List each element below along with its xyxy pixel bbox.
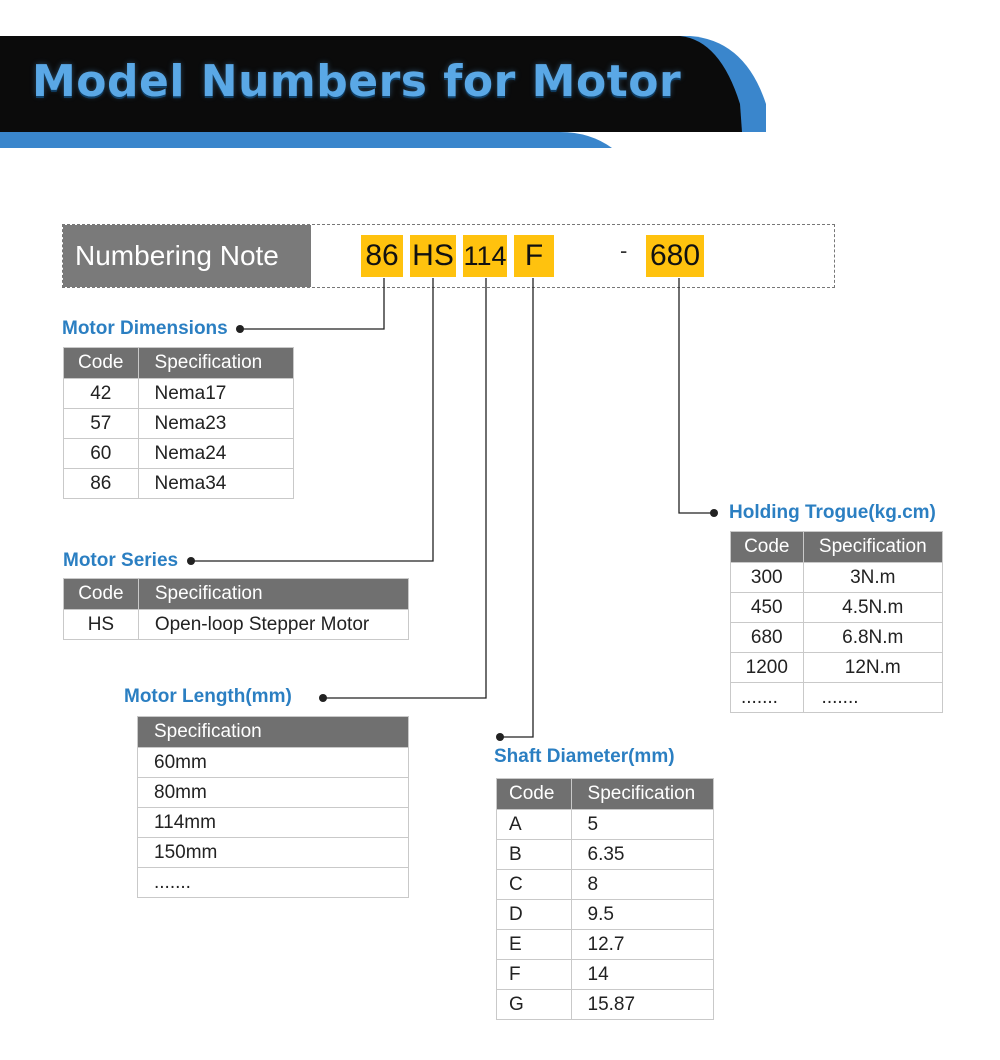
cell-code: 680 bbox=[731, 623, 804, 653]
motor-length-table bbox=[137, 716, 409, 898]
table-header-row bbox=[64, 348, 294, 379]
cell-spec: 60mm bbox=[138, 748, 409, 778]
code-separator: - bbox=[620, 238, 628, 263]
numbering-note-label: Numbering Note bbox=[63, 225, 311, 287]
code-torque: 680 bbox=[646, 235, 704, 277]
header-code: Code bbox=[64, 579, 139, 610]
cell-code: C bbox=[497, 870, 572, 900]
cell-spec: 12.7 bbox=[571, 930, 713, 960]
header-code: Code bbox=[64, 348, 139, 379]
motor-series-title: Motor Series bbox=[63, 550, 179, 571]
cell-code: 42 bbox=[64, 379, 139, 409]
cell-code: HS bbox=[64, 610, 139, 640]
cell-spec: 9.5 bbox=[571, 900, 713, 930]
table-row bbox=[731, 683, 943, 713]
cell-spec: 15.87 bbox=[571, 990, 713, 1020]
table-header-row bbox=[731, 532, 943, 563]
table-row bbox=[731, 653, 943, 683]
shaft-diameter-title: Shaft Diameter(mm) bbox=[494, 746, 675, 767]
code-shaft: F bbox=[514, 235, 554, 277]
shaft-diameter-table bbox=[496, 778, 714, 1020]
header-specification: Specification bbox=[803, 532, 942, 563]
table-row bbox=[731, 563, 943, 593]
table-row bbox=[497, 900, 714, 930]
table-row bbox=[497, 930, 714, 960]
cell-spec: ....... bbox=[138, 868, 409, 898]
cell-code: 86 bbox=[64, 469, 139, 499]
table-row bbox=[731, 623, 943, 653]
holding-torque-table bbox=[730, 531, 943, 713]
table-row bbox=[138, 868, 409, 898]
page-title: Model Numbers for Motor bbox=[32, 56, 682, 107]
table-row bbox=[64, 379, 294, 409]
motor-dimensions-table bbox=[63, 347, 294, 499]
table-row bbox=[497, 990, 714, 1020]
table-row bbox=[138, 778, 409, 808]
header-specification: Specification bbox=[571, 779, 713, 810]
motor-series-table bbox=[63, 578, 409, 640]
cell-spec: ....... bbox=[803, 683, 942, 713]
cell-spec: Nema23 bbox=[138, 409, 293, 439]
table-row bbox=[731, 593, 943, 623]
table-row bbox=[64, 409, 294, 439]
cell-spec: 8 bbox=[571, 870, 713, 900]
table-header-row bbox=[64, 579, 409, 610]
cell-code: F bbox=[497, 960, 572, 990]
table-row bbox=[497, 810, 714, 840]
table-row bbox=[64, 610, 409, 640]
cell-spec: 4.5N.m bbox=[803, 593, 942, 623]
table-row bbox=[497, 870, 714, 900]
header-code: Code bbox=[497, 779, 572, 810]
cell-spec: Nema17 bbox=[138, 379, 293, 409]
table-row bbox=[138, 838, 409, 868]
table-row bbox=[64, 469, 294, 499]
cell-code: 450 bbox=[731, 593, 804, 623]
table-row bbox=[64, 439, 294, 469]
cell-spec: 3N.m bbox=[803, 563, 942, 593]
cell-code: B bbox=[497, 840, 572, 870]
cell-spec: 80mm bbox=[138, 778, 409, 808]
cell-spec: 5 bbox=[571, 810, 713, 840]
cell-spec: Open-loop Stepper Motor bbox=[138, 610, 408, 640]
table-row bbox=[497, 960, 714, 990]
cell-spec: 14 bbox=[571, 960, 713, 990]
motor-length-title: Motor Length(mm) bbox=[124, 686, 292, 707]
cell-code: 57 bbox=[64, 409, 139, 439]
code-series: HS bbox=[410, 235, 456, 277]
code-length: 114 bbox=[463, 235, 507, 277]
table-header-row bbox=[497, 779, 714, 810]
holding-torque-title: Holding Trogue(kg.cm) bbox=[729, 502, 936, 523]
cell-spec: Nema24 bbox=[138, 439, 293, 469]
cell-spec: Nema34 bbox=[138, 469, 293, 499]
cell-spec: 6.35 bbox=[571, 840, 713, 870]
header-code: Code bbox=[731, 532, 804, 563]
cell-code: D bbox=[497, 900, 572, 930]
code-dimension: 86 bbox=[361, 235, 403, 277]
cell-code: 60 bbox=[64, 439, 139, 469]
cell-spec: 12N.m bbox=[803, 653, 942, 683]
header-specification: Specification bbox=[138, 579, 408, 610]
table-header-row bbox=[138, 717, 409, 748]
cell-code: 300 bbox=[731, 563, 804, 593]
cell-code: G bbox=[497, 990, 572, 1020]
table-row bbox=[497, 840, 714, 870]
cell-spec: 6.8N.m bbox=[803, 623, 942, 653]
cell-code: E bbox=[497, 930, 572, 960]
motor-dimensions-title: Motor Dimensions bbox=[62, 318, 228, 339]
header-specification: Specification bbox=[138, 717, 409, 748]
header-specification: Specification bbox=[138, 348, 293, 379]
table-row bbox=[138, 748, 409, 778]
cell-spec: 114mm bbox=[138, 808, 409, 838]
cell-spec: 150mm bbox=[138, 838, 409, 868]
cell-code: A bbox=[497, 810, 572, 840]
cell-code: 1200 bbox=[731, 653, 804, 683]
cell-code: ....... bbox=[731, 683, 804, 713]
table-row bbox=[138, 808, 409, 838]
